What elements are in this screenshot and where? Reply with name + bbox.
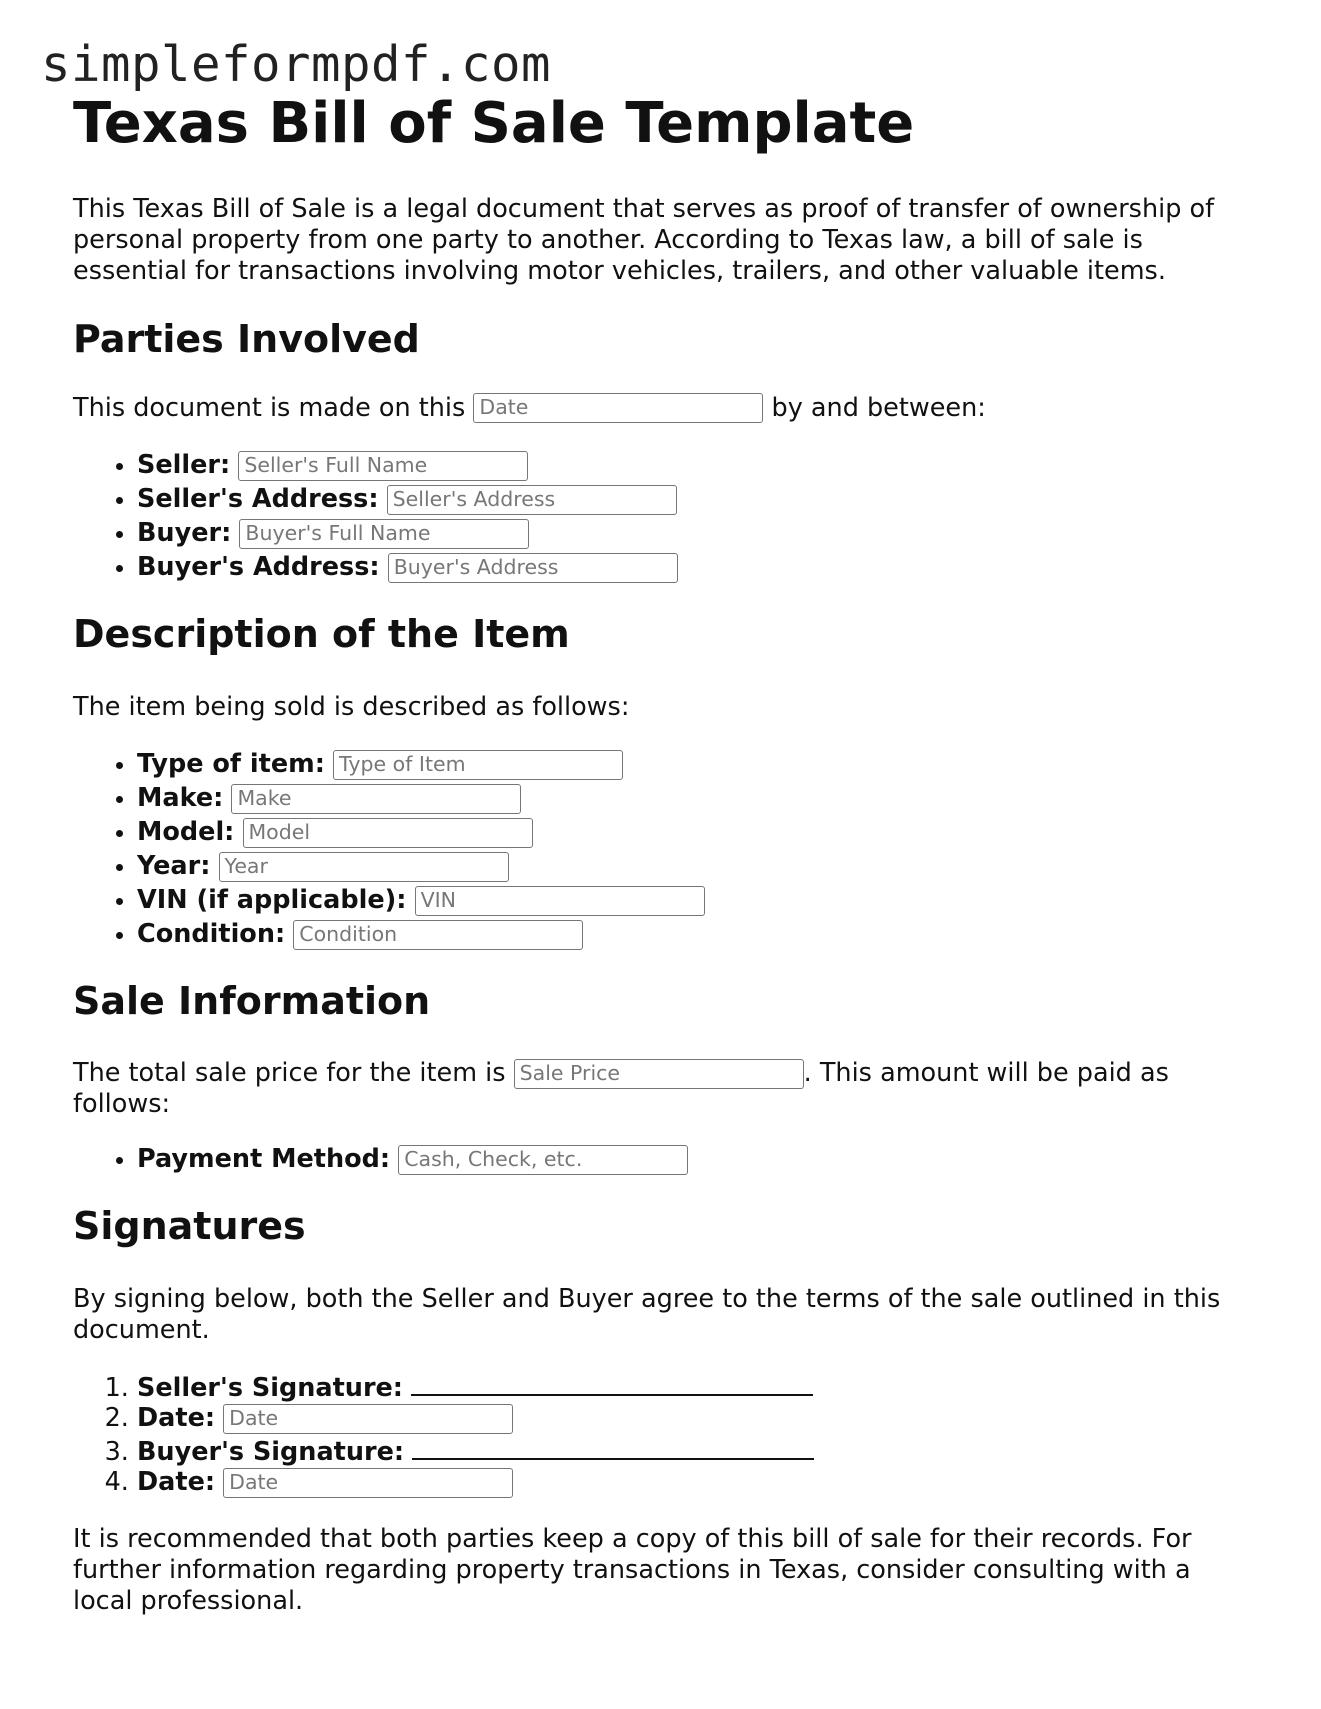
buyer-address-input[interactable]: Buyer's Address bbox=[388, 553, 678, 583]
buyer-address-label: Buyer's Address: bbox=[137, 551, 380, 582]
vin-input[interactable]: VIN bbox=[415, 886, 705, 916]
sale-heading: Sale Information bbox=[73, 978, 431, 1023]
model-label: Model: bbox=[137, 816, 235, 847]
payment-list bbox=[73, 1142, 1253, 1176]
list-item bbox=[137, 1370, 1253, 1402]
year-label: Year: bbox=[137, 850, 211, 881]
year-input[interactable]: Year bbox=[219, 852, 509, 882]
buyer-signature-line[interactable] bbox=[412, 1434, 814, 1460]
signatures-heading: Signatures bbox=[73, 1204, 306, 1249]
date2-label: Date: bbox=[137, 1466, 216, 1497]
condition-input[interactable]: Condition bbox=[293, 920, 583, 950]
list-item bbox=[137, 883, 1253, 917]
date1-label: Date: bbox=[137, 1402, 216, 1433]
seller-name-input[interactable]: Seller's Full Name bbox=[238, 451, 528, 481]
description-heading: Description of the Item bbox=[73, 611, 570, 656]
page-title: Texas Bill of Sale Template bbox=[73, 91, 915, 156]
buyer-label: Buyer: bbox=[137, 517, 232, 548]
document-date-input[interactable]: Date bbox=[473, 393, 763, 423]
list-item bbox=[137, 815, 1253, 849]
make-label: Make: bbox=[137, 782, 224, 813]
intro-paragraph: This Texas Bill of Sale is a legal document that serves as proof of transfer of ownership of personal property from one party to another. According to Texas law, a bill of sale is essential for transactions involving motor vehicles, trailers, and other valuable items. bbox=[73, 194, 1215, 287]
type-input[interactable]: Type of Item bbox=[333, 750, 623, 780]
make-input[interactable]: Make bbox=[231, 784, 521, 814]
type-label: Type of item: bbox=[137, 748, 325, 779]
sale-price-input[interactable]: Sale Price bbox=[514, 1059, 804, 1089]
made-on-line bbox=[73, 393, 1253, 424]
item-list bbox=[73, 747, 1253, 951]
buyer-date-input[interactable]: Date bbox=[223, 1468, 513, 1498]
list-item bbox=[137, 917, 1253, 951]
payment-method-input[interactable]: Cash, Check, etc. bbox=[398, 1145, 688, 1175]
list-item bbox=[137, 516, 1253, 550]
parties-list bbox=[73, 448, 1253, 584]
seller-label: Seller: bbox=[137, 449, 231, 480]
buyer-signature-label: Buyer's Signature: bbox=[137, 1436, 405, 1467]
list-item bbox=[137, 550, 1253, 584]
seller-address-input[interactable]: Seller's Address bbox=[387, 485, 677, 515]
seller-signature-label: Seller's Signature: bbox=[137, 1372, 404, 1403]
condition-label: Condition: bbox=[137, 918, 286, 949]
seller-date-input[interactable]: Date bbox=[223, 1404, 513, 1434]
signatures-text: By signing below, both the Seller and Buyer agree to the terms of the sale outlined in this document. bbox=[73, 1283, 1221, 1345]
sale-before-text: The total sale price for the item is bbox=[73, 1058, 506, 1089]
buyer-name-input[interactable]: Buyer's Full Name bbox=[239, 519, 529, 549]
description-text: The item being sold is described as follows: bbox=[73, 691, 630, 722]
seller-address-label: Seller's Address: bbox=[137, 483, 379, 514]
list-item bbox=[137, 849, 1253, 883]
vin-label: VIN (if applicable): bbox=[137, 884, 407, 915]
parties-heading: Parties Involved bbox=[73, 317, 420, 362]
seller-signature-line[interactable] bbox=[411, 1370, 813, 1396]
model-input[interactable]: Model bbox=[243, 818, 533, 848]
list-item bbox=[137, 1466, 1253, 1498]
document-body bbox=[73, 92, 1253, 1617]
list-item bbox=[137, 482, 1253, 516]
list-item bbox=[137, 1402, 1253, 1434]
list-item bbox=[137, 747, 1253, 781]
list-item bbox=[137, 781, 1253, 815]
list-item bbox=[137, 1142, 1253, 1176]
list-item bbox=[137, 448, 1253, 482]
made-after-text: by and between: bbox=[771, 392, 986, 423]
sale-after-text: . This amount will be paid as follows: bbox=[73, 1058, 1169, 1120]
payment-label: Payment Method: bbox=[137, 1144, 391, 1175]
signature-list bbox=[73, 1370, 1253, 1498]
closing-paragraph: It is recommended that both parties keep a copy of this bill of sale for their records. For further information regarding property transactions in Texas, consider consulting with a local professional. bbox=[73, 1523, 1192, 1616]
list-item bbox=[137, 1434, 1253, 1466]
watermark: simpleformpdf.com bbox=[41, 36, 552, 93]
sale-text bbox=[73, 1058, 1253, 1120]
made-before-text: This document is made on this bbox=[73, 392, 466, 423]
